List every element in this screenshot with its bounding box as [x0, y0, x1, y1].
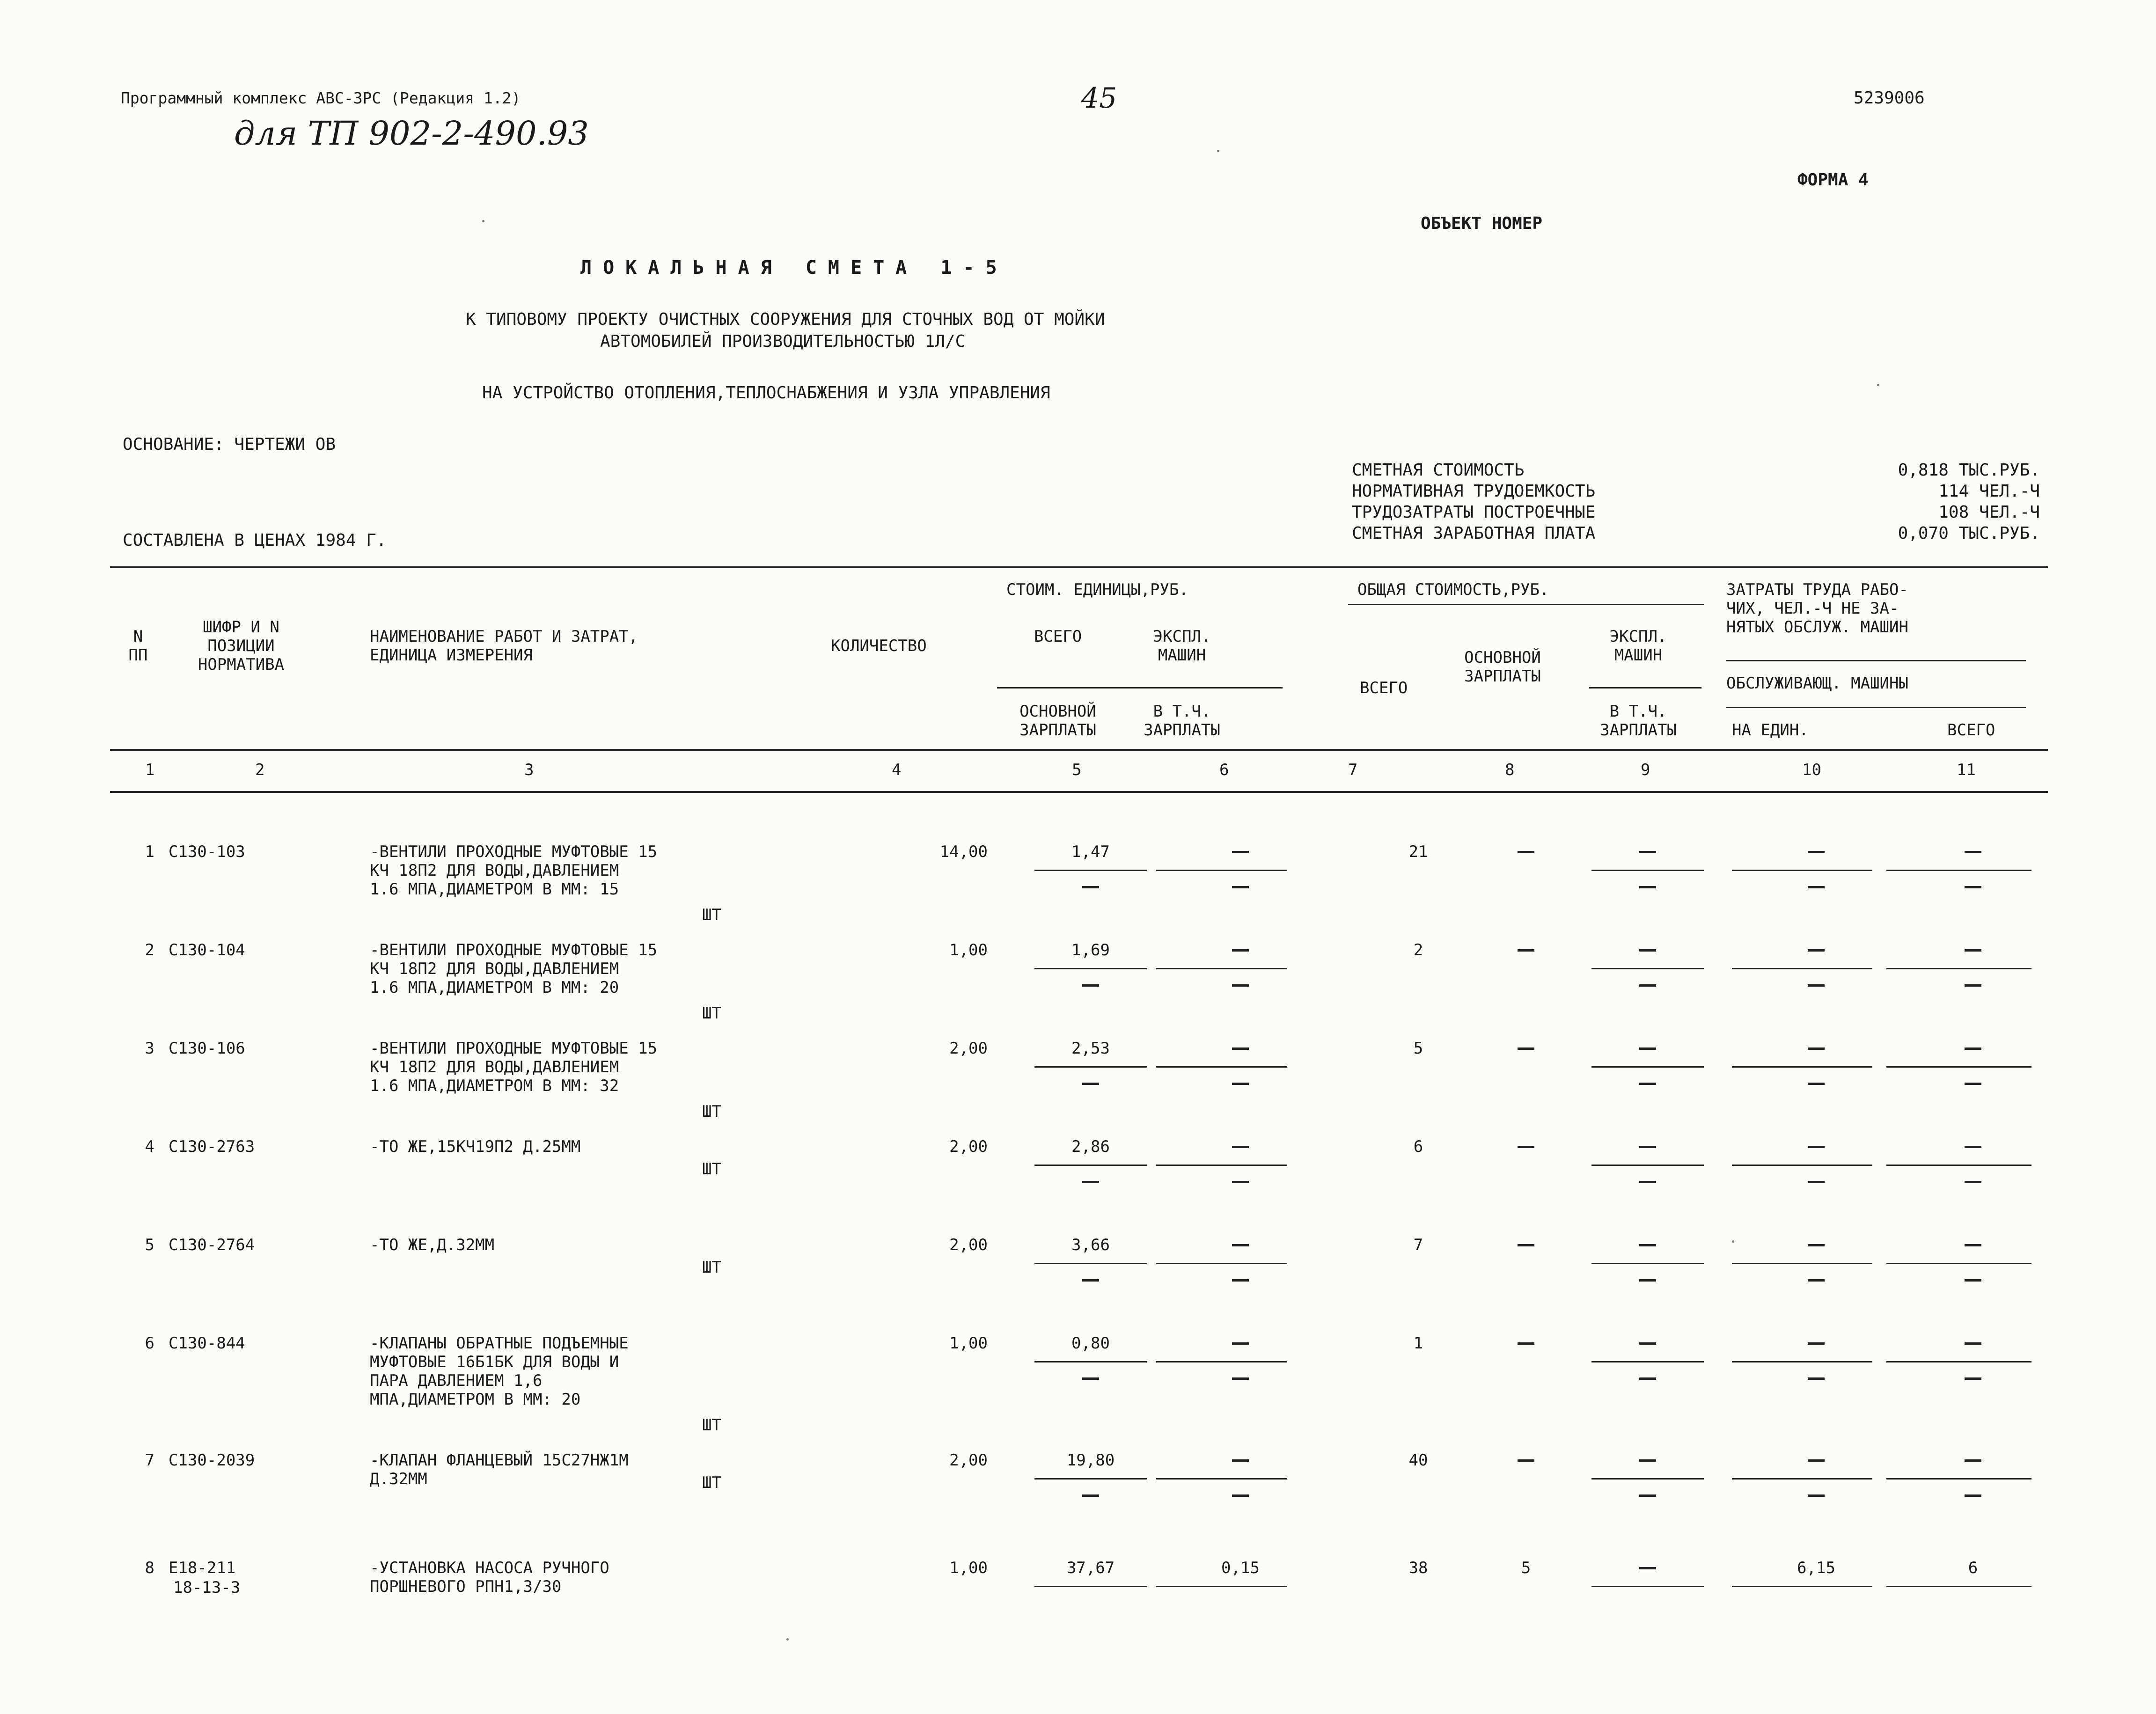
prices-line: СОСТАВЛЕНА В ЦЕНАХ 1984 Г. [123, 531, 387, 550]
row-code: С130-106 [169, 1039, 245, 1058]
dash-mark [1965, 886, 1981, 888]
dash-mark [1965, 1494, 1981, 1497]
cell-underline [1732, 968, 1872, 969]
dash-mark [1808, 949, 1825, 952]
dash-mark [1965, 1146, 1981, 1148]
dash-mark [1639, 1567, 1656, 1569]
dash-mark [1639, 1244, 1656, 1246]
cell-underline [1591, 870, 1704, 871]
dash-mark [1232, 1047, 1249, 1050]
cell-underline [1732, 1263, 1872, 1264]
dash-mark [1639, 1459, 1656, 1462]
summary-value: 114 ЧЕЛ.-Ч [1938, 482, 2040, 501]
header-divider [1348, 604, 1704, 605]
cell-c7: 38 [1408, 1559, 1428, 1577]
col-header-c8: ОСНОВНОЙ ЗАРПЛАТЫ [1464, 648, 1541, 686]
col-header-c6-top: ЭКСПЛ. МАШИН [1153, 627, 1211, 665]
dash-mark [1639, 949, 1656, 952]
col-header-total-cost: ОБЩАЯ СТОИМОСТЬ,РУБ. [1357, 580, 1549, 599]
dash-mark [1808, 1083, 1825, 1085]
cell-c5: 2,53 [1071, 1039, 1110, 1058]
row-qty: 2,00 [949, 1451, 988, 1470]
dash-mark [1518, 1146, 1534, 1148]
row-unit: ШТ [702, 1160, 721, 1179]
dash-mark [1808, 1342, 1825, 1345]
cell-c7: 1 [1413, 1334, 1423, 1353]
cell-underline [1156, 1586, 1287, 1587]
row-qty: 1,00 [949, 1334, 988, 1353]
cell-underline [1732, 1165, 1872, 1166]
col-number: 6 [1219, 761, 1229, 779]
col-number: 11 [1957, 761, 1976, 779]
col-header-qty: КОЛИЧЕСТВО [831, 637, 927, 655]
col-header-code: ШИФР И N ПОЗИЦИИ НОРМАТИВА [198, 618, 285, 674]
row-name: -ВЕНТИЛИ ПРОХОДНЫЕ МУФТОВЫЕ 15 КЧ 18П2 ДЛЯ ВОДЫ,ДАВЛЕНИЕМ 1.6 МПА,ДИАМЕТРОМ В ММ: 32 [370, 1039, 658, 1095]
dash-mark [1232, 886, 1249, 888]
dash-mark [1808, 1494, 1825, 1497]
dash-mark [1639, 886, 1656, 888]
col-header-c6-bot: В Т.Ч. ЗАРПЛАТЫ [1144, 702, 1220, 740]
cell-underline [1591, 1361, 1704, 1362]
dash-mark [1639, 1494, 1656, 1497]
row-code: С130-103 [169, 842, 245, 861]
dash-mark [1808, 1244, 1825, 1246]
dash-mark [1232, 949, 1249, 952]
col-header-c9-top: ЭКСПЛ. МАШИН [1609, 627, 1667, 665]
row-name: -ТО ЖЕ,Д.32ММ [370, 1236, 495, 1254]
row-qty: 14,00 [939, 842, 988, 861]
title-line-3: НА УСТРОЙСТВО ОТОПЛЕНИЯ,ТЕПЛОСНАБЖЕНИЯ И УЗЛА УПРАВЛЕНИЯ [482, 383, 1050, 403]
row-number: 6 [145, 1334, 154, 1353]
row-unit: ШТ [702, 1416, 721, 1435]
dash-mark [1965, 1342, 1981, 1345]
row-code: С130-2763 [169, 1137, 255, 1156]
cell-c7: 40 [1408, 1451, 1428, 1470]
cell-c5: 2,86 [1071, 1137, 1110, 1156]
dash-mark [1808, 1181, 1825, 1183]
header-divider [997, 687, 1283, 689]
cell-underline [1156, 870, 1287, 871]
dash-mark [1232, 1244, 1249, 1246]
cell-c5: 19,80 [1066, 1451, 1115, 1470]
dash-mark [1965, 949, 1981, 952]
col-header-c5-top: ВСЕГО [1034, 627, 1082, 646]
cell-c7: 5 [1413, 1039, 1423, 1058]
col-number: 10 [1802, 761, 1821, 779]
dash-mark [1965, 1279, 1981, 1282]
dash-mark [1518, 1459, 1534, 1462]
dash-mark [1232, 1459, 1249, 1462]
dash-mark [1639, 1181, 1656, 1183]
cell-c5: 3,66 [1071, 1236, 1110, 1254]
row-unit: ШТ [702, 1004, 721, 1023]
cell-c7: 21 [1408, 842, 1428, 861]
dash-mark [1965, 1244, 1981, 1246]
dash-mark [1965, 984, 1981, 987]
cell-underline [1034, 1586, 1147, 1587]
header-mid-rule [110, 749, 2048, 751]
col-header-c10: НА ЕДИН. [1732, 721, 1809, 740]
cell-c10: 6,15 [1797, 1559, 1835, 1577]
doc-code: 5239006 [1854, 88, 1925, 108]
cell-c7: 6 [1413, 1137, 1423, 1156]
col-header-labor: ЗАТРАТЫ ТРУДА РАБО- ЧИХ, ЧЕЛ.-Ч НЕ ЗА- НЯТЫХ ОБСЛУЖ. МАШИН [1726, 580, 1908, 637]
dash-mark [1082, 1181, 1099, 1183]
cell-c5: 1,69 [1071, 941, 1110, 960]
dash-mark [1082, 1494, 1099, 1497]
dash-mark [1639, 1377, 1656, 1380]
col-header-labor-sub: ОБСЛУЖИВАЮЩ. МАШИНЫ [1726, 674, 1908, 693]
dash-mark [1808, 1377, 1825, 1380]
dash-mark [1232, 1494, 1249, 1497]
cell-underline [1886, 968, 2031, 969]
cell-underline [1591, 1263, 1704, 1264]
cell-underline [1886, 1361, 2031, 1362]
row-unit: ШТ [702, 1473, 721, 1492]
summary-label: СМЕТНАЯ СТОИМОСТЬ [1352, 461, 1525, 480]
dash-mark [1518, 851, 1534, 853]
program-name: Программный комплекс АВС-3РС (Редакция 1.2) [121, 89, 521, 107]
summary-value: 0,818 ТЫС.РУБ. [1898, 461, 2040, 480]
row-number: 8 [145, 1559, 154, 1577]
page-number: 45 [1081, 82, 1117, 115]
cell-c5: 0,80 [1071, 1334, 1110, 1353]
col-number: 9 [1641, 761, 1650, 779]
cell-underline [1034, 1361, 1147, 1362]
cell-underline [1732, 870, 1872, 871]
dash-mark [1808, 1146, 1825, 1148]
col-number: 7 [1348, 761, 1358, 779]
cell-underline [1034, 870, 1147, 871]
dash-mark [1808, 851, 1825, 853]
cell-underline [1034, 1478, 1147, 1480]
row-name: -ВЕНТИЛИ ПРОХОДНЫЕ МУФТОВЫЕ 15 КЧ 18П2 ДЛЯ ВОДЫ,ДАВЛЕНИЕМ 1.6 МПА,ДИАМЕТРОМ В ММ: 15 [370, 842, 658, 899]
form-label: ФОРМА 4 [1797, 170, 1869, 190]
dash-mark [1232, 1181, 1249, 1183]
summary-label: СМЕТНАЯ ЗАРАБОТНАЯ ПЛАТА [1352, 524, 1596, 543]
dash-mark [1232, 1342, 1249, 1345]
dash-mark [1518, 1047, 1534, 1050]
col-header-c5-bot: ОСНОВНОЙ ЗАРПЛАТЫ [1019, 702, 1096, 740]
row-qty: 1,00 [949, 941, 988, 960]
cell-underline [1886, 1165, 2031, 1166]
row-name: -КЛАПАНЫ ОБРАТНЫЕ ПОДЪЕМНЫЕ МУФТОВЫЕ 16Б1БК ДЛЯ ВОДЫ И ПАРА ДАВЛЕНИЕМ 1,6 МПА,ДИАМЕТРОМ В ММ: 20 [370, 1334, 629, 1409]
row-code: С130-2039 [169, 1451, 255, 1470]
cell-c5: 37,67 [1066, 1559, 1115, 1577]
cell-underline [1034, 1066, 1147, 1068]
header-divider [1726, 660, 2026, 661]
cell-underline [1156, 968, 1287, 969]
col-number: 2 [255, 761, 265, 779]
cell-c5: 1,47 [1071, 842, 1110, 861]
col-header-unit-cost: СТОИМ. ЕДИНИЦЫ,РУБ. [1006, 580, 1188, 599]
cell-underline [1034, 1263, 1147, 1264]
row-name: -КЛАПАН ФЛАНЦЕВЫЙ 15С27НЖ1М Д.32ММ [370, 1451, 629, 1488]
dash-mark [1232, 1279, 1249, 1282]
cell-underline [1156, 1361, 1287, 1362]
row-number: 4 [145, 1137, 154, 1156]
row-number: 5 [145, 1236, 154, 1254]
dash-mark [1232, 984, 1249, 987]
cell-underline [1732, 1586, 1872, 1587]
row-qty: 2,00 [949, 1039, 988, 1058]
summary-value: 0,070 ТЫС.РУБ. [1898, 524, 2040, 543]
cell-underline [1591, 1165, 1704, 1166]
col-number: 4 [892, 761, 902, 779]
scan-speck [786, 1638, 789, 1641]
row-name: -ТО ЖЕ,15КЧ19П2 Д.25ММ [370, 1137, 581, 1156]
row-number: 2 [145, 941, 154, 960]
cell-underline [1156, 1165, 1287, 1166]
row-unit: ШТ [702, 1258, 721, 1277]
dash-mark [1518, 949, 1534, 952]
dash-mark [1232, 851, 1249, 853]
col-number: 1 [145, 761, 155, 779]
project-handwritten: для ТП 902-2-490.93 [234, 114, 589, 153]
dash-mark [1518, 1342, 1534, 1345]
row-code: С130-844 [169, 1334, 245, 1353]
row-code: С130-104 [169, 941, 245, 960]
cell-c8: 5 [1521, 1559, 1531, 1577]
summary-value: 108 ЧЕЛ.-Ч [1938, 503, 2040, 522]
cell-underline [1591, 1586, 1704, 1587]
dash-mark [1808, 984, 1825, 987]
cell-c6: 0,15 [1221, 1559, 1260, 1577]
cell-underline [1156, 1263, 1287, 1264]
dash-mark [1639, 1083, 1656, 1085]
cell-underline [1156, 1066, 1287, 1068]
dash-mark [1639, 1146, 1656, 1148]
scan-speck [1732, 1240, 1734, 1243]
cell-underline [1732, 1361, 1872, 1362]
dash-mark [1082, 1377, 1099, 1380]
col-header-c7: ВСЕГО [1360, 679, 1408, 697]
scan-speck [1877, 384, 1879, 386]
cell-underline [1591, 968, 1704, 969]
dash-mark [1082, 984, 1099, 987]
header-divider [1589, 687, 1701, 689]
summary-label: ТРУДОЗАТРАТЫ ПОСТРОЕЧНЫЕ [1352, 503, 1596, 522]
dash-mark [1639, 851, 1656, 853]
dash-mark [1232, 1146, 1249, 1148]
cell-underline [1034, 1165, 1147, 1166]
row-number: 7 [145, 1451, 154, 1470]
header-divider [1726, 707, 2026, 708]
basis-line: ОСНОВАНИЕ: ЧЕРТЕЖИ ОВ [123, 435, 336, 454]
col-number: 8 [1505, 761, 1515, 779]
dash-mark [1518, 1244, 1534, 1246]
dash-mark [1082, 1083, 1099, 1085]
dash-mark [1639, 1279, 1656, 1282]
row-name: -ВЕНТИЛИ ПРОХОДНЫЕ МУФТОВЫЕ 15 КЧ 18П2 ДЛЯ ВОДЫ,ДАВЛЕНИЕМ 1.6 МПА,ДИАМЕТРОМ В ММ: 20 [370, 941, 658, 997]
title-line-2: АВТОМОБИЛЕЙ ПРОИЗВОДИТЕЛЬНОСТЬЮ 1Л/С [600, 332, 966, 351]
cell-c11: 6 [1968, 1559, 1978, 1577]
row-unit: ШТ [702, 906, 721, 924]
row-name: -УСТАНОВКА НАСОСА РУЧНОГО ПОРШНЕВОГО РПН1,3/30 [370, 1559, 609, 1596]
cell-underline [1732, 1478, 1872, 1480]
header-top-rule [110, 566, 2048, 568]
cell-underline [1886, 870, 2031, 871]
row-code-2: 18-13-3 [173, 1578, 241, 1597]
summary-block [1352, 461, 2040, 555]
cell-underline [1886, 1586, 2031, 1587]
cell-underline [1591, 1066, 1704, 1068]
row-code: Е18-211 [169, 1559, 236, 1577]
col-number: 5 [1072, 761, 1082, 779]
dash-mark [1965, 1181, 1981, 1183]
dash-mark [1232, 1377, 1249, 1380]
dash-mark [1965, 851, 1981, 853]
scan-speck [1217, 150, 1219, 152]
cell-c7: 2 [1413, 941, 1423, 960]
cell-underline [1156, 1478, 1287, 1480]
row-qty: 2,00 [949, 1137, 988, 1156]
row-number: 1 [145, 842, 154, 861]
scan-speck [482, 220, 484, 222]
cell-c7: 7 [1413, 1236, 1423, 1254]
col-header-name: НАИМЕНОВАНИЕ РАБОТ И ЗАТРАТ, ЕДИНИЦА ИЗМЕРЕНИЯ [370, 627, 638, 665]
title-line-1: К ТИПОВОМУ ПРОЕКТУ ОЧИСТНЫХ СООРУЖЕНИЯ ДЛЯ СТОЧНЫХ ВОД ОТ МОЙКИ [466, 310, 1105, 329]
dash-mark [1639, 1342, 1656, 1345]
summary-label: НОРМАТИВНАЯ ТРУДОЕМКОСТЬ [1352, 482, 1596, 501]
dash-mark [1082, 1279, 1099, 1282]
dash-mark [1082, 886, 1099, 888]
dash-mark [1639, 984, 1656, 987]
dash-mark [1808, 1279, 1825, 1282]
dash-mark [1232, 1083, 1249, 1085]
cell-underline [1732, 1066, 1872, 1068]
row-qty: 1,00 [949, 1559, 988, 1577]
dash-mark [1808, 1047, 1825, 1050]
row-code: С130-2764 [169, 1236, 255, 1254]
cell-underline [1034, 968, 1147, 969]
dash-mark [1965, 1377, 1981, 1380]
document-title: ЛОКАЛЬНАЯ СМЕТА 1-5 [580, 257, 1008, 278]
header-bottom-rule [110, 791, 2048, 793]
dash-mark [1965, 1083, 1981, 1085]
row-unit: ШТ [702, 1102, 721, 1121]
dash-mark [1808, 1459, 1825, 1462]
row-number: 3 [145, 1039, 154, 1058]
cell-underline [1886, 1478, 2031, 1480]
cell-underline [1886, 1263, 2031, 1264]
cell-underline [1591, 1478, 1704, 1480]
object-label: ОБЪЕКТ НОМЕР [1421, 214, 1543, 233]
dash-mark [1639, 1047, 1656, 1050]
col-header-n: N ПП [128, 627, 148, 665]
col-number: 3 [524, 761, 534, 779]
col-header-c11: ВСЕГО [1947, 721, 1995, 740]
row-qty: 2,00 [949, 1236, 988, 1254]
cell-underline [1886, 1066, 2031, 1068]
dash-mark [1965, 1459, 1981, 1462]
dash-mark [1808, 886, 1825, 888]
col-header-c9-bot: В Т.Ч. ЗАРПЛАТЫ [1600, 702, 1677, 740]
dash-mark [1965, 1047, 1981, 1050]
